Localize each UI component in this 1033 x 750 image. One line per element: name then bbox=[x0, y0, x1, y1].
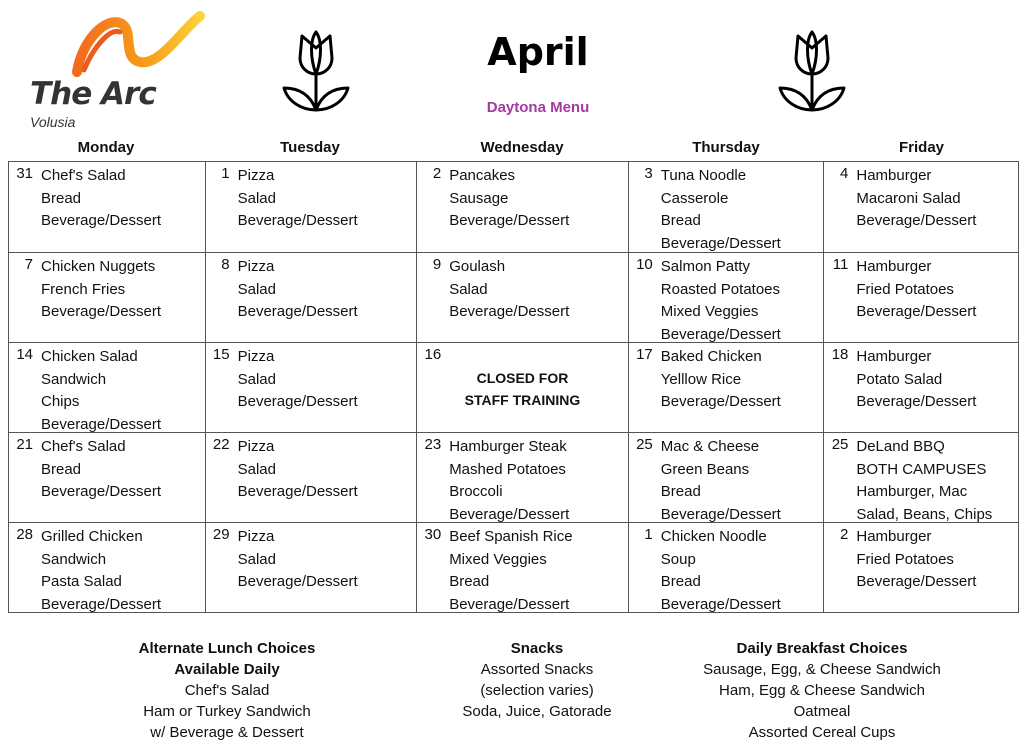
page-title: April bbox=[487, 30, 589, 74]
date-number: 22 bbox=[212, 436, 230, 453]
menu-item: Beverage/Dessert bbox=[449, 212, 570, 229]
menu-item: Beverage/Dessert bbox=[449, 595, 570, 613]
day-cell bbox=[416, 162, 628, 252]
menu-item: Beef Spanish Rice bbox=[449, 528, 573, 545]
menu-item: Chef's Salad bbox=[41, 438, 126, 455]
week-row bbox=[9, 162, 1018, 252]
menu-item: Salad bbox=[237, 370, 276, 388]
section-line: Ham, Egg & Cheese Sandwich bbox=[719, 682, 925, 699]
menu-item: Bread bbox=[660, 573, 701, 590]
section-line: w/ Beverage & Dessert bbox=[150, 724, 304, 741]
section-heading: Snacks bbox=[510, 640, 564, 657]
menu-items bbox=[856, 165, 1016, 233]
tulip-icon bbox=[776, 28, 848, 114]
calendar-grid bbox=[8, 161, 1019, 613]
day-cell bbox=[416, 433, 628, 522]
menu-item: Potato Salad bbox=[856, 370, 943, 388]
menu-item: Grilled Chicken bbox=[41, 528, 143, 545]
menu-item: French Fries bbox=[41, 280, 126, 298]
day-cell bbox=[416, 253, 628, 342]
menu-item: Pizza bbox=[237, 438, 275, 455]
week-row bbox=[9, 342, 1018, 432]
day-cell bbox=[628, 343, 824, 432]
menu-item: Mac & Cheese bbox=[660, 438, 760, 455]
day-cell bbox=[416, 523, 628, 612]
menu-item: Pancakes bbox=[449, 167, 516, 184]
day-cell bbox=[823, 162, 1018, 252]
menu-item: Beverage/Dessert bbox=[660, 234, 781, 252]
menu-item: Beverage/Dessert bbox=[660, 325, 781, 343]
menu-item: Beverage/Dessert bbox=[856, 573, 977, 590]
menu-items bbox=[41, 526, 203, 616]
menu-item: Beverage/Dessert bbox=[41, 212, 162, 229]
closed-notice bbox=[417, 367, 628, 411]
menu-item: Chips bbox=[41, 393, 80, 410]
menu-item: Beverage/Dessert bbox=[660, 393, 781, 410]
menu-item: Beverage/Dessert bbox=[41, 415, 162, 433]
tulip-icon bbox=[280, 28, 352, 114]
menu-items bbox=[661, 526, 822, 616]
menu-items bbox=[661, 346, 822, 414]
menu-item: Broccoli bbox=[449, 483, 503, 500]
day-header-wednesday: Wednesday bbox=[480, 139, 564, 156]
day-cell bbox=[823, 253, 1018, 342]
day-cell bbox=[416, 343, 628, 432]
menu-item: Sandwich bbox=[41, 370, 107, 388]
date-number: 17 bbox=[636, 346, 653, 363]
day-cell bbox=[9, 433, 205, 522]
menu-item: Yelllow Rice bbox=[660, 370, 742, 388]
menu-calendar bbox=[8, 139, 1019, 613]
day-cell bbox=[628, 433, 824, 522]
menu-item: Chicken Nuggets bbox=[41, 258, 156, 275]
day-cell bbox=[823, 523, 1018, 612]
menu-item: Hamburger bbox=[856, 348, 932, 365]
section-line: Ham or Turkey Sandwich bbox=[143, 703, 311, 720]
menu-item: BOTH CAMPUSES bbox=[856, 460, 987, 478]
menu-item: Hamburger bbox=[856, 528, 932, 545]
menu-item: Beverage/Dessert bbox=[660, 505, 781, 523]
menu-item: Beverage/Dessert bbox=[856, 212, 977, 229]
menu-item: Bread bbox=[41, 460, 82, 478]
section-line: Soda, Juice, Gatorade bbox=[462, 703, 612, 720]
menu-item: Beverage/Dessert bbox=[41, 303, 162, 320]
menu-items bbox=[856, 256, 1016, 324]
menu-item: Beverage/Dessert bbox=[237, 303, 358, 320]
day-headers bbox=[8, 139, 1019, 161]
menu-item: Mixed Veggies bbox=[660, 303, 759, 320]
date-number: 8 bbox=[221, 256, 230, 273]
menu-items bbox=[661, 256, 822, 346]
menu-item: Salad bbox=[237, 550, 276, 568]
day-cell bbox=[205, 162, 417, 252]
menu-item: Beverage/Dessert bbox=[237, 393, 358, 410]
section-line: Sausage, Egg, & Cheese Sandwich bbox=[703, 661, 941, 678]
date-number: 9 bbox=[432, 256, 442, 273]
menu-item: Pizza bbox=[237, 167, 275, 184]
menu-item: Goulash bbox=[449, 258, 506, 275]
menu-items bbox=[661, 165, 822, 255]
date-number: 11 bbox=[832, 256, 849, 273]
day-cell bbox=[205, 343, 417, 432]
menu-item: Pizza bbox=[237, 528, 275, 545]
section-line: Assorted Cereal Cups bbox=[748, 724, 896, 741]
day-cell bbox=[628, 523, 824, 612]
menu-items bbox=[41, 436, 203, 504]
menu-item: Beverage/Dessert bbox=[237, 573, 358, 590]
menu-item: Hamburger, Mac bbox=[856, 483, 968, 500]
the-arc-logo bbox=[22, 10, 212, 130]
day-cell bbox=[9, 253, 205, 342]
menu-item: Beverage/Dessert bbox=[856, 393, 977, 410]
day-cell bbox=[205, 253, 417, 342]
date-number: 23 bbox=[424, 436, 442, 453]
menu-item: Chef's Salad bbox=[41, 167, 126, 184]
date-number: 2 bbox=[432, 165, 442, 182]
date-number: 28 bbox=[16, 526, 33, 543]
menu-items bbox=[449, 165, 626, 233]
day-cell bbox=[823, 343, 1018, 432]
menu-item: Beverage/Dessert bbox=[41, 595, 162, 613]
menu-items bbox=[238, 346, 415, 414]
day-cell bbox=[628, 162, 824, 252]
menu-item: Beverage/Dessert bbox=[660, 595, 781, 613]
logo-name: The Arc bbox=[30, 76, 156, 112]
menu-item: Pasta Salad bbox=[41, 573, 122, 590]
closed-line: STAFF TRAINING bbox=[464, 392, 581, 408]
menu-item: Chicken Salad bbox=[41, 348, 138, 365]
day-cell bbox=[9, 523, 205, 612]
menu-item: Hamburger Steak bbox=[449, 438, 567, 455]
menu-items bbox=[238, 256, 415, 324]
section-heading: Available Daily bbox=[174, 661, 280, 678]
menu-items bbox=[238, 436, 415, 504]
menu-item: Beverage/Dessert bbox=[449, 505, 570, 523]
date-number: 1 bbox=[644, 526, 653, 543]
menu-items bbox=[856, 436, 1016, 526]
date-number: 7 bbox=[24, 256, 33, 273]
menu-item: Hamburger bbox=[856, 258, 932, 275]
menu-item: Bread bbox=[41, 189, 82, 207]
date-number: 25 bbox=[831, 436, 849, 453]
alternate-lunch-section bbox=[112, 638, 342, 743]
day-header-friday: Friday bbox=[898, 139, 944, 156]
menu-items bbox=[856, 526, 1016, 594]
menu-items bbox=[41, 165, 203, 233]
menu-items bbox=[449, 256, 626, 324]
menu-items bbox=[238, 526, 415, 594]
menu-item: Beverage/Dessert bbox=[41, 483, 162, 500]
day-cell bbox=[205, 523, 417, 612]
menu-item: Bread bbox=[660, 483, 701, 500]
date-number: 4 bbox=[840, 165, 849, 182]
breakfast-section bbox=[682, 638, 962, 743]
date-number: 31 bbox=[16, 165, 33, 182]
day-cell bbox=[628, 253, 824, 342]
date-number: 10 bbox=[636, 256, 653, 273]
menu-item: DeLand BBQ bbox=[856, 438, 945, 455]
menu-item: Hamburger bbox=[856, 167, 932, 184]
date-number: 14 bbox=[16, 346, 33, 363]
week-row bbox=[9, 522, 1018, 612]
date-number: 2 bbox=[840, 526, 849, 543]
date-number: 18 bbox=[831, 346, 849, 363]
menu-item: Fried Potatoes bbox=[856, 550, 954, 568]
day-header-thursday: Thursday bbox=[692, 139, 760, 156]
date-number: 16 bbox=[424, 346, 442, 363]
date-number: 21 bbox=[16, 436, 33, 453]
day-header-tuesday: Tuesday bbox=[280, 139, 340, 156]
menu-item: Soup bbox=[660, 550, 696, 568]
menu-item: Casserole bbox=[660, 189, 729, 207]
day-cell bbox=[9, 343, 205, 432]
menu-item: Mixed Veggies bbox=[449, 550, 547, 568]
date-number: 25 bbox=[636, 436, 653, 453]
day-header-monday: Monday bbox=[77, 139, 135, 156]
menu-item: Salad bbox=[237, 460, 276, 478]
section-line: Oatmeal bbox=[793, 703, 851, 720]
menu-item: Salad bbox=[449, 280, 488, 298]
section-heading: Daily Breakfast Choices bbox=[736, 640, 908, 657]
menu-items bbox=[238, 165, 415, 233]
day-cell bbox=[823, 433, 1018, 522]
menu-item: Tuna Noodle bbox=[660, 167, 747, 184]
menu-item: Roasted Potatoes bbox=[660, 280, 781, 298]
date-number: 30 bbox=[424, 526, 442, 543]
menu-item: Pizza bbox=[237, 348, 275, 365]
menu-items bbox=[661, 436, 822, 526]
menu-item: Macaroni Salad bbox=[856, 189, 961, 207]
day-cell bbox=[9, 162, 205, 252]
menu-item: Salmon Patty bbox=[660, 258, 750, 275]
section-line: Assorted Snacks bbox=[480, 661, 594, 678]
logo-subtitle: Volusia bbox=[30, 114, 76, 130]
page-subtitle: Daytona Menu bbox=[486, 99, 590, 116]
menu-item: Salad, Beans, Chips bbox=[856, 505, 993, 523]
menu-item: Beverage/Dessert bbox=[237, 483, 358, 500]
menu-items bbox=[856, 346, 1016, 414]
menu-item: Sandwich bbox=[41, 550, 107, 568]
week-row bbox=[9, 252, 1018, 342]
section-heading: Alternate Lunch Choices bbox=[138, 640, 316, 657]
menu-items bbox=[41, 346, 203, 436]
closed-line: CLOSED FOR bbox=[476, 370, 569, 386]
menu-item: Bread bbox=[660, 212, 701, 229]
day-cell bbox=[205, 433, 417, 522]
menu-item: Beverage/Dessert bbox=[449, 303, 570, 320]
date-number: 3 bbox=[644, 165, 653, 182]
menu-item: Beverage/Dessert bbox=[856, 303, 977, 320]
menu-item: Beverage/Dessert bbox=[237, 212, 358, 229]
menu-item: Baked Chicken bbox=[660, 348, 762, 365]
menu-item: Chicken Noodle bbox=[660, 528, 767, 545]
date-number: 1 bbox=[221, 165, 230, 182]
menu-items bbox=[41, 256, 203, 324]
menu-item: Salad bbox=[237, 280, 276, 298]
date-number: 15 bbox=[212, 346, 230, 363]
menu-item: Green Beans bbox=[660, 460, 750, 478]
menu-items bbox=[449, 436, 626, 526]
menu-item: Fried Potatoes bbox=[856, 280, 954, 298]
section-line: (selection varies) bbox=[480, 682, 594, 699]
menu-item: Salad bbox=[237, 189, 276, 207]
week-row bbox=[9, 432, 1018, 522]
menu-item: Sausage bbox=[449, 189, 509, 207]
menu-item: Bread bbox=[449, 573, 490, 590]
menu-items bbox=[449, 526, 626, 616]
section-line: Chef's Salad bbox=[184, 682, 270, 699]
snacks-section bbox=[432, 638, 642, 722]
menu-item: Mashed Potatoes bbox=[449, 460, 566, 478]
date-number: 29 bbox=[212, 526, 230, 543]
menu-item: Pizza bbox=[237, 258, 275, 275]
